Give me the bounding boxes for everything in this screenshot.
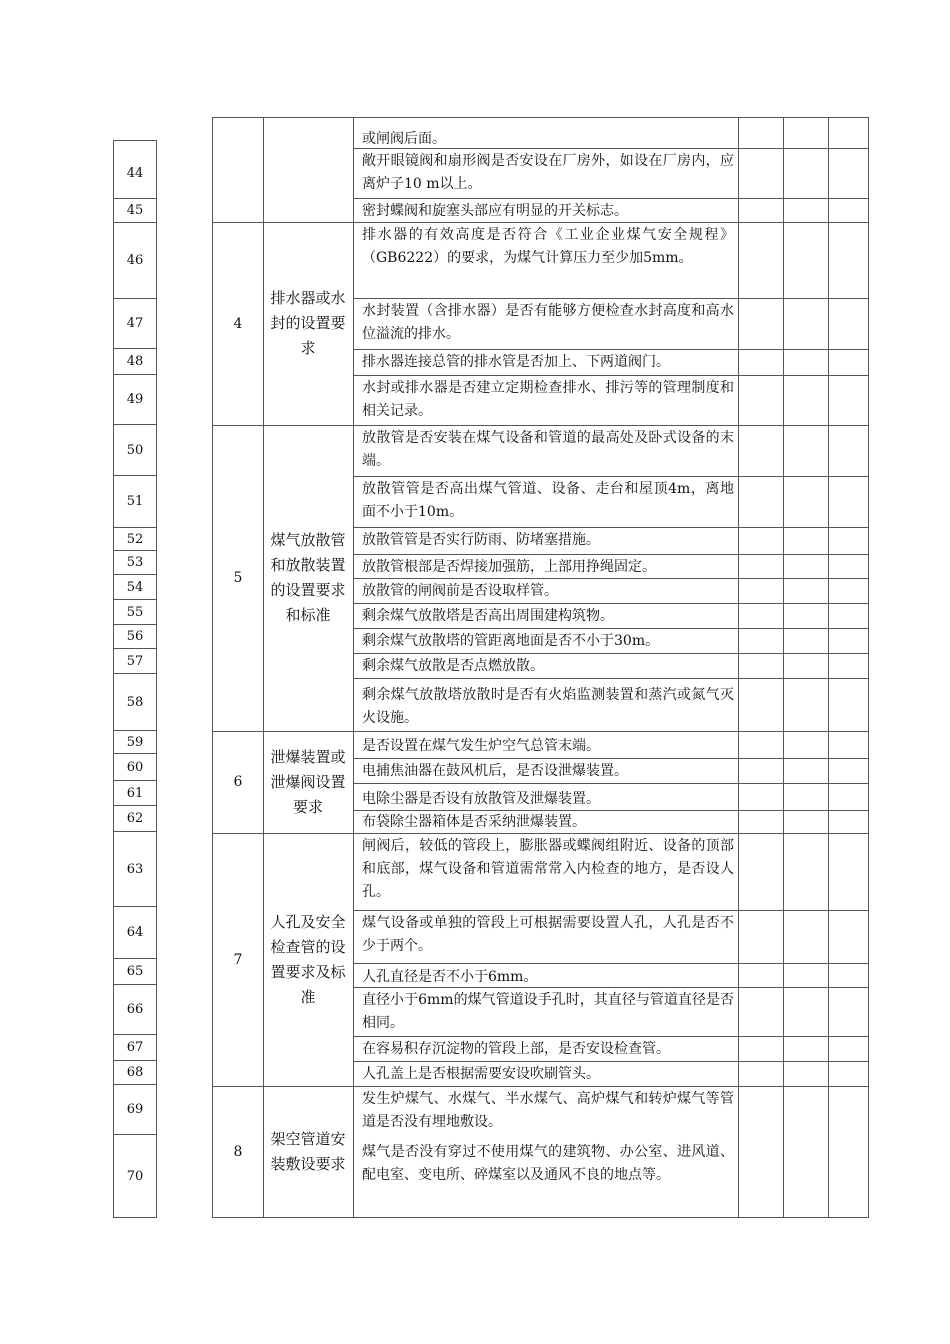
row-number: 68 [114,1061,156,1085]
row-number: 46 [114,223,156,299]
row-number: 69 [114,1085,156,1135]
inspection-item: 敞开眼镜阀和扇形阀是否安设在厂房外，如设在厂房内，应离炉子10 m以上。 [362,153,734,192]
row-number: 60 [114,754,156,781]
category-number: 5 [233,570,243,586]
inspection-item: 煤气是否没有穿过不使用煤气的建筑物、办公室、进风道、配电室、变电所、碎煤室以及通风不良的地点等。 [362,1144,734,1183]
row-number: 63 [114,832,156,907]
row-number: 54 [114,575,156,600]
inspection-item: 放散管管是否实行防雨、防堵塞措施。 [362,532,600,548]
row-number: 70 [126,1168,144,1184]
row-number: 51 [114,476,156,528]
row-number: 50 [114,425,156,476]
inspection-item: 密封蝶阀和旋塞头部应有明显的开关标志。 [362,203,628,219]
inspection-item: 水封装置（含排水器）是否有能够方便检查水封高度和高水位溢流的排水。 [362,303,734,342]
category-number: 8 [233,1144,243,1160]
category-number: 7 [233,951,243,968]
row-number: 45 [114,199,156,223]
result-column-3 [829,118,868,1217]
category-name: 架空管道安装敷设要求 [270,1130,346,1173]
row-number: 57 [114,649,156,674]
inspection-item: 排水器连接总管的排水管是否加上、下两道阀门。 [362,354,670,370]
inspection-item: 放散管根部是否焊接加强筋，上部用挣绳固定。 [362,559,656,575]
inspection-item: 剩余煤气放散塔的管距离地面是否不小于30m。 [362,633,660,649]
category-number: 6 [233,774,243,790]
category-number: 4 [233,315,243,332]
inspection-item: 放散管管是否高出煤气管道、设备、走台和屋顶4m，离地面不小于10m。 [362,481,734,520]
result-column-1 [739,118,783,1217]
inspection-item: 煤气设备或单独的管段上可根据需要设置人孔，人孔是否不少于两个。 [362,915,734,954]
inspection-item: 放散管的闸阀前是否设取样管。 [362,583,558,599]
category-name: 人孔及安全检查管的设置要求及标准 [270,912,346,1006]
row-number: 53 [114,551,156,575]
inspection-item: 是否设置在煤气发生炉空气总管末端。 [362,738,600,754]
category-name: 泄爆装置或泄爆阀设置要求 [270,747,346,816]
inspection-item: 水封或排水器是否建立定期检查排水、排污等的管理制度和相关记录。 [362,380,734,419]
inspection-item: 排水器的有效高度是否符合《工业企业煤气安全规程》（GB6222）的要求，为煤气计算压力至少加5mm。 [362,227,734,266]
inspection-item: 电捕焦油器在鼓风机后，是否设泄爆装置。 [362,763,628,779]
inspection-table [212,117,869,1218]
inspection-item: 剩余煤气放散塔是否高出周围建构筑物。 [362,608,614,624]
row-number: 48 [114,349,156,375]
inspection-item: 在容易积存沉淀物的管段上部，是否安设检查管。 [362,1041,670,1057]
category-name: 排水器或水封的设置要求 [270,289,346,357]
inspection-item: 剩余煤气放散塔放散时是否有火焰监测装置和蒸汽或氮气灭火设施。 [362,687,734,726]
row-number: 49 [114,375,156,425]
row-number: 47 [114,299,156,349]
row-number: 55 [114,600,156,625]
row-number: 64 [114,907,156,959]
row-number: 52 [114,528,156,551]
row-number: 58 [114,674,156,731]
row-number: 59 [114,731,156,754]
row-number: 62 [114,806,156,832]
inspection-item: 直径小于6mm的煤气管道设手孔时，其直径与管道直径是否相同。 [362,992,734,1031]
category-name: 煤气放散管和放散装置的设置要求和标准 [270,531,346,624]
inspection-item: 闸阀后，较低的管段上，膨胀器或蝶阀组附近、设备的顶部和底部，煤气设备和管道需常常入内检查的地方，是否设人孔。 [362,838,734,900]
inspection-item: 人孔直径是否不小于6mm。 [362,969,538,985]
row-number: 44 [114,149,156,199]
row-number: 56 [114,625,156,649]
row-number: 65 [114,959,156,985]
inspection-item: 人孔盖上是否根据需要安设吹刷管头。 [362,1066,600,1082]
inspection-item: 布袋除尘器箱体是否采纳泄爆装置。 [362,814,586,830]
inspection-item: 发生炉煤气、水煤气、半水煤气、高炉煤气和转炉煤气等管道是否没有埋地敷设。 [362,1091,734,1130]
row-number: 67 [114,1035,156,1061]
result-column-2 [784,118,828,1217]
row-number: 61 [114,781,156,806]
inspection-item: 剩余煤气放散是否点燃放散。 [362,658,544,674]
row-number-column [113,140,157,1218]
inspection-item: 或闸阀后面。 [362,131,446,147]
inspection-item: 放散管是否安装在煤气设备和管道的最高处及卧式设备的末端。 [362,430,734,469]
row-number: 66 [114,985,156,1035]
inspection-item: 电除尘器是否设有放散管及泄爆装置。 [362,791,600,807]
